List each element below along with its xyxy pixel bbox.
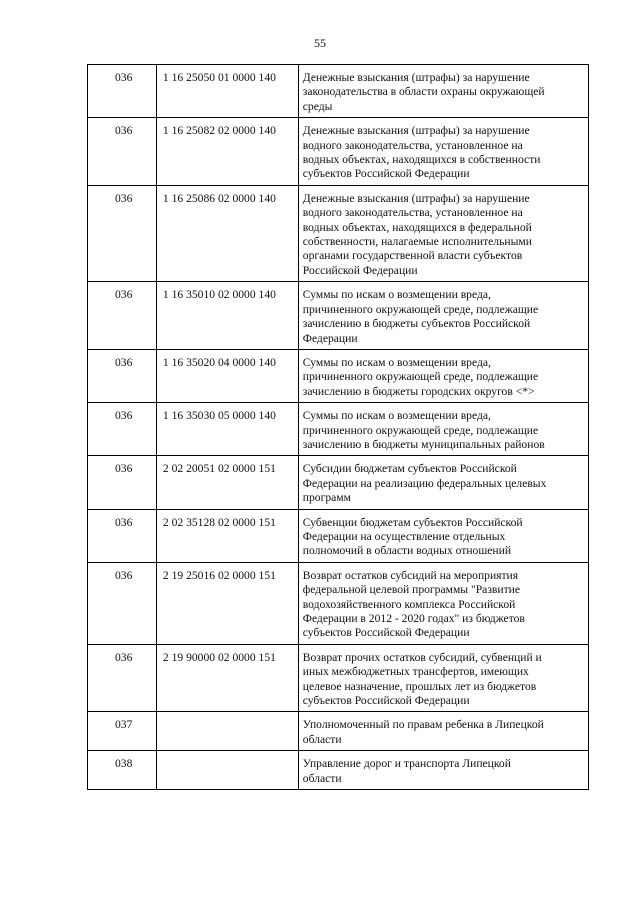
budget-classification-code-cell [156, 751, 298, 790]
table-row [88, 185, 589, 281]
administrator-code-cell: 036 [88, 349, 157, 402]
description-line: Российской Федерации [302, 263, 418, 277]
revenue-description-cell [298, 562, 588, 644]
administrator-code-cell: 036 [88, 118, 157, 186]
table-row [88, 403, 589, 456]
budget-classification-code-cell: 1 16 35030 05 0000 140 [156, 403, 298, 456]
budget-classification-code-cell: 1 16 35020 04 0000 140 [156, 349, 298, 402]
table-row [88, 644, 589, 712]
table-row [88, 118, 589, 186]
description-line: Уполномоченный по правам ребенка в Липецкой [302, 718, 544, 732]
description-line: среды [302, 99, 333, 113]
administrator-code-cell: 036 [88, 456, 157, 509]
description-line: Федерации на осуществление отдельных [302, 529, 506, 543]
administrator-code-cell: 038 [88, 751, 157, 790]
description-line: водных объектах, находящихся в федеральной [302, 220, 532, 234]
budget-classification-code-cell: 1 16 25086 02 0000 140 [156, 185, 298, 281]
description-line: целевое назначение, прошлых лет из бюджетов [302, 679, 537, 693]
description-line: причиненного окружающей среде, подлежащие [302, 370, 539, 384]
description-line: субъектов Российской Федерации [302, 694, 470, 708]
table-row [88, 562, 589, 644]
description-line: причиненного окружающей среде, подлежащие [302, 423, 539, 437]
description-line: области [302, 732, 342, 746]
administrator-code-cell: 037 [88, 712, 157, 751]
budget-classification-code-cell: 2 02 20051 02 0000 151 [156, 456, 298, 509]
administrator-code-cell: 036 [88, 185, 157, 281]
administrator-code-cell: 036 [88, 509, 157, 562]
table-row [88, 456, 589, 509]
administrator-code-cell: 036 [88, 562, 157, 644]
table-row [88, 349, 589, 402]
description-line: водохозяйственного комплекса Российской [302, 597, 516, 611]
description-line: зачислению в бюджеты городских округов <*> [302, 384, 535, 398]
table-body [88, 65, 589, 790]
description-line: субъектов Российской Федерации [302, 626, 470, 640]
table-row [88, 65, 589, 118]
description-line: Денежные взыскания (штрафы) за нарушение [302, 124, 530, 138]
description-line: Денежные взыскания (штрафы) за нарушение [302, 71, 530, 84]
description-line: федеральной целевой программы "Развитие [302, 583, 520, 597]
budget-classification-code-cell: 2 02 35128 02 0000 151 [156, 509, 298, 562]
revenue-description-cell [298, 349, 588, 402]
revenue-description-cell [298, 509, 588, 562]
revenue-description-cell [298, 751, 588, 790]
administrator-code-cell: 036 [88, 644, 157, 712]
revenue-description-cell [298, 282, 588, 350]
budget-classification-code-cell: 1 16 25082 02 0000 140 [156, 118, 298, 186]
revenue-description-cell [298, 118, 588, 186]
description-line: Суммы по искам о возмещении вреда, [302, 355, 491, 369]
description-line: программ [302, 491, 351, 505]
description-line: субъектов Российской Федерации [302, 167, 470, 181]
description-line: Возврат остатков субсидий на мероприятия [302, 568, 519, 582]
description-line: Суммы по искам о возмещении вреда, [302, 409, 491, 423]
description-line: зачислению в бюджеты муниципальных районов [302, 437, 545, 451]
description-line: иных межбюджетных трансфертов, имеющих [302, 665, 529, 679]
table-row [88, 712, 589, 751]
revenue-description-cell [298, 403, 588, 456]
revenue-description-cell [298, 644, 588, 712]
description-line: Федерации на реализацию федеральных целевых [302, 476, 547, 490]
revenue-description-cell [298, 65, 588, 118]
description-line: законодательства в области охраны окружающей [302, 85, 545, 99]
description-line: Федерации [302, 331, 358, 345]
budget-classification-code-cell: 1 16 25050 01 0000 140 [156, 65, 298, 118]
description-line: зачислению в бюджеты субъектов Российской [302, 317, 531, 331]
description-line: Управление дорог и транспорта Липецкой [302, 757, 511, 771]
description-line: полномочий в области водных отношений [302, 544, 512, 558]
table-row [88, 509, 589, 562]
description-line: Субвенции бюджетам субъектов Российской [302, 515, 523, 529]
revenue-description-cell [298, 456, 588, 509]
table-row [88, 751, 589, 790]
description-line: области [302, 771, 342, 785]
description-line: Возврат прочих остатков субсидий, субвенций и [302, 650, 542, 664]
administrator-code-cell: 036 [88, 403, 157, 456]
budget-classification-code-cell [156, 712, 298, 751]
description-line: Федерации в 2012 - 2020 годах" из бюджетов [302, 612, 525, 625]
description-line: водных объектах, находящихся в собственности [302, 153, 541, 167]
description-line: водного законодательства, установленное на [302, 138, 523, 152]
description-line: Суммы по искам о возмещении вреда, [302, 288, 491, 302]
budget-classification-code-cell: 1 16 35010 02 0000 140 [156, 282, 298, 350]
revenue-description-cell [298, 185, 588, 281]
description-line: причиненного окружающей среде, подлежащие [302, 302, 539, 316]
description-line: органами государственной власти субъектов [302, 249, 523, 263]
table-row [88, 282, 589, 350]
revenue-codes-table [87, 64, 589, 790]
description-line: собственности, налагаемые исполнительными [302, 235, 532, 249]
administrator-code-cell: 036 [88, 65, 157, 118]
administrator-code-cell: 036 [88, 282, 157, 350]
revenue-codes-table-wrapper [87, 64, 589, 790]
budget-classification-code-cell: 2 19 90000 02 0000 151 [156, 644, 298, 712]
description-line: Денежные взыскания (штрафы) за нарушение [302, 191, 530, 205]
budget-classification-code-cell: 2 19 25016 02 0000 151 [156, 562, 298, 644]
page-number: 55 [314, 36, 326, 50]
revenue-description-cell [298, 712, 588, 751]
description-line: Субсидии бюджетам субъектов Российской [302, 462, 517, 476]
description-line: водного законодательства, установленное на [302, 206, 523, 220]
